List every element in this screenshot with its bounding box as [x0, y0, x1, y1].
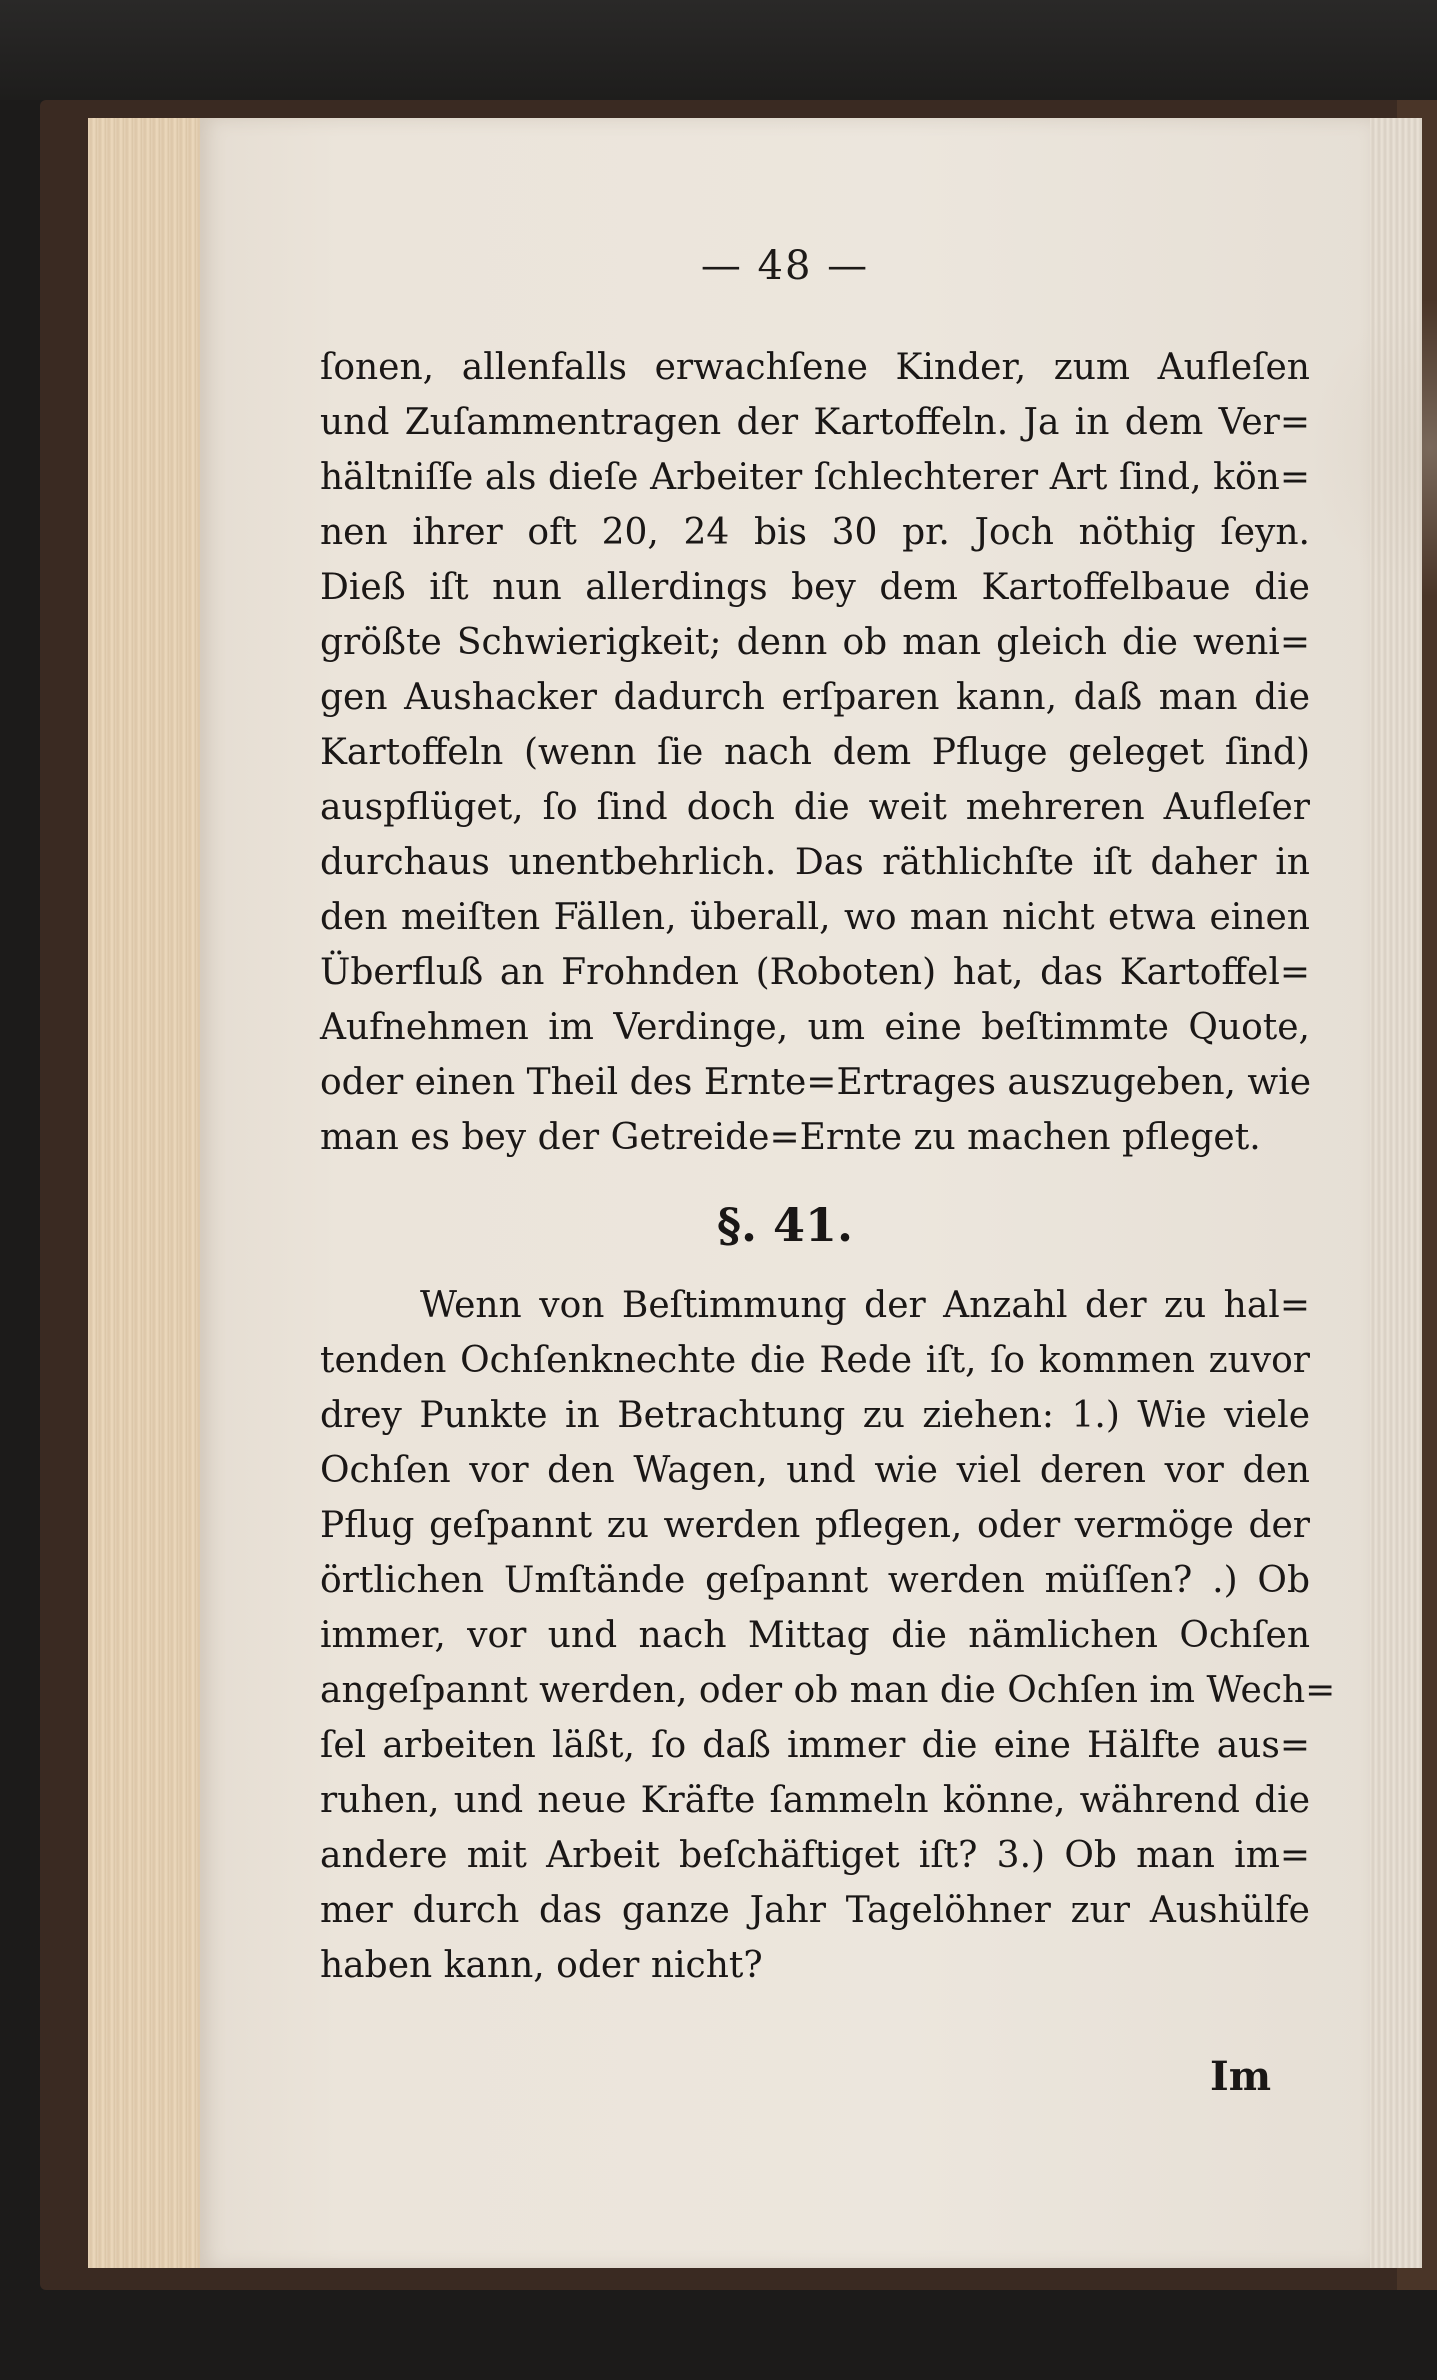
text-line: Pflug geſpannt zu werden pflegen, oder vermöge der — [320, 1505, 1310, 1546]
catchword: Im — [1210, 2053, 1272, 2100]
text-line: hältniſſe als dieſe Arbeiter ſchlechterer Art ſind, kön= — [320, 457, 1310, 498]
section-heading: §. 41. — [716, 1198, 854, 1252]
paragraph-1 — [320, 340, 1310, 1165]
text-line: durchaus unentbehrlich. Das räthlichſte iſt daher in — [320, 842, 1310, 883]
text-line: tenden Ochſenknechte die Rede iſt, ſo kommen zuvor — [320, 1340, 1310, 1381]
text-line: örtlichen Umſtände geſpannt werden müſſen? .) Ob — [320, 1560, 1310, 1601]
text-line: gen Aushacker dadurch erſparen kann, daß man die — [320, 677, 1310, 718]
text-line: angeſpannt werden, oder ob man die Ochſen im Wech= — [320, 1670, 1336, 1711]
text-line: andere mit Arbeit beſchäftiget iſt? 3.) Ob man im= — [320, 1835, 1310, 1876]
text-line: nen ihrer oft 20, 24 bis 30 pr. Joch nöthig ſeyn. — [320, 512, 1310, 553]
text-line: Kartoffeln (wenn ſie nach dem Pfluge geleget ſind) — [320, 732, 1310, 773]
text-line: Dieß iſt nun allerdings bey dem Kartoffelbaue die — [320, 567, 1310, 608]
text-line: und Zuſammentragen der Kartoffeln. Ja in dem Ver= — [320, 402, 1310, 443]
book-page — [200, 118, 1370, 2268]
text-line: mer durch das ganze Jahr Tagelöhner zur Aushülfe — [320, 1890, 1310, 1931]
text-line: immer, vor und nach Mittag die nämlichen Ochſen — [320, 1615, 1310, 1656]
text-line: man es bey der Getreide=Ernte zu machen pfleget. — [320, 1117, 1261, 1158]
text-line: ſel arbeiten läßt, ſo daß immer die eine Hälfte aus= — [320, 1725, 1310, 1766]
text-line: oder einen Theil des Ernte=Ertrages auszugeben, wie — [320, 1062, 1312, 1103]
text-line: Ochſen vor den Wagen, und wie viel deren vor den — [320, 1450, 1310, 1491]
text-line: Aufnehmen im Verdinge, um eine beſtimmte Quote, — [320, 1007, 1310, 1048]
text-line: haben kann, oder nicht? — [320, 1945, 763, 1986]
text-line: Wenn von Beſtimmung der Anzahl der zu hal= — [420, 1285, 1310, 1326]
background — [0, 0, 1437, 100]
text-line: ſonen, allenfalls erwachſene Kinder, zum Aufleſen — [320, 347, 1310, 388]
page-stack-edges — [88, 118, 204, 2268]
paragraph-2 — [320, 1278, 1336, 1993]
text-line: auspflüget, ſo ſind doch die weit mehreren Aufleſer — [320, 787, 1310, 828]
text-line: Überfluß an Frohnden (Roboten) hat, das Kartoffel= — [320, 952, 1310, 993]
text-line: drey Punkte in Betrachtung zu ziehen: 1.) Wie viele — [320, 1395, 1310, 1436]
text-line: den meiſten Fällen, überall, wo man nicht etwa einen — [320, 897, 1310, 938]
paper-stain — [1310, 298, 1437, 598]
page-number: — 48 — — [700, 243, 870, 289]
text-line: ruhen, und neue Kräfte ſammeln könne, während die — [320, 1780, 1310, 1821]
text-line: größte Schwierigkeit; denn ob man gleich die weni= — [320, 622, 1310, 663]
